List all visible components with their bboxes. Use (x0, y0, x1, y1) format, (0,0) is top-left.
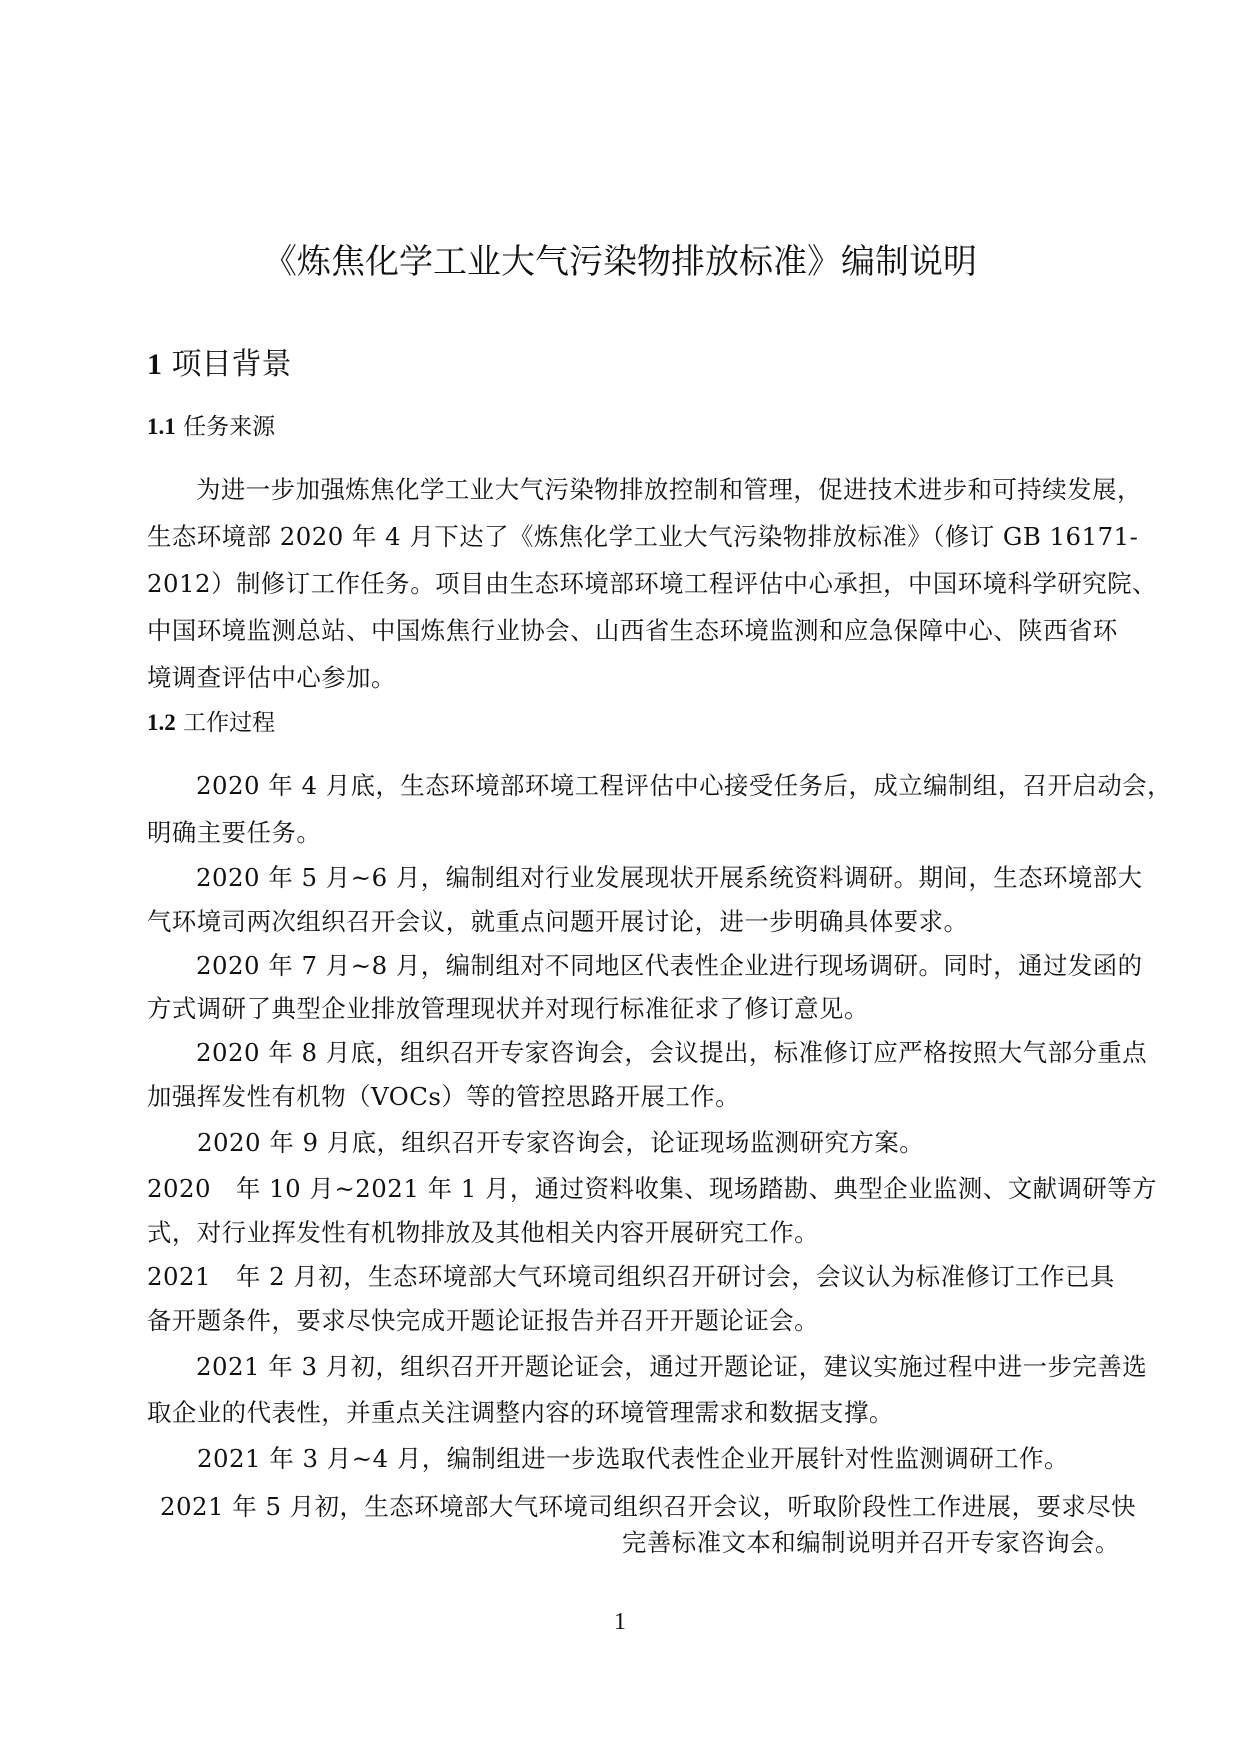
work-process-line-6: 方式调研了典型企业排放管理现状并对现行标准征求了修订意见。 (147, 994, 869, 1023)
work-process-line-8: 加强挥发性有机物（VOCs）等的管控思路开展工作。 (147, 1082, 741, 1111)
work-process-line-18: 完善标准文本和编制说明并召开专家咨询会。 (622, 1528, 1120, 1557)
page-number: 1 (614, 1609, 626, 1635)
work-process-line-14: 2021 年 3 月初，组织召开开题论证会，通过开题论证，建议实施过程中进一步完善选 (196, 1352, 1148, 1381)
work-process-line-5: 2020 年 7 月~8 月，编制组对不同地区代表性企业进行现场调研。同时，通过发函的 (196, 951, 1143, 980)
document-title: 《炼焦化学工业大气污染物排放标准》编制说明 (263, 242, 977, 282)
section-1-2-number: 1.2 (147, 710, 176, 735)
work-process-line-11: 式，对行业挥发性有机物排放及其他相关内容开展研究工作。 (147, 1218, 820, 1247)
section-1-1-number: 1.1 (147, 414, 176, 439)
work-process-line-3: 2020 年 5 月~6 月，编制组对行业发展现状开展系统资料调研。期间，生态环境部大 (196, 863, 1143, 892)
work-process-line-10: 年 10 月~2021 年 1 月，通过资料收集、现场踏勘、典型企业监测、文献调研等方 (236, 1174, 1158, 1203)
work-process-line-9: 2020 年 9 月底，组织召开专家咨询会，论证现场监测研究方案。 (197, 1128, 925, 1157)
task-source-line-2: 生态环境部 2020 年 4 月下达了《炼焦化学工业大气污染物排放标准》（修订 GB 16171- (147, 522, 1139, 551)
work-process-line-1: 2020 年 4 月底，生态环境部环境工程评估中心接受任务后，成立编制组，召开启动会， (196, 771, 1173, 800)
section-1-1-title: 任务来源 (183, 414, 276, 440)
section-1-1-heading (147, 412, 275, 442)
section-1-heading (147, 345, 292, 385)
section-1-2-heading (147, 708, 275, 738)
work-process-line-2: 明确主要任务。 (147, 818, 322, 847)
task-source-line-4: 中国环境监测总站、中国炼焦行业协会、山西省生态环境监测和应急保障中心、陕西省环 (147, 616, 1118, 645)
work-process-line-12: 年 2 月初，生态环境部大气环境司组织召开研讨会，会议认为标准修订工作已具 (236, 1262, 1115, 1291)
work-process-line-17: 2021 年 5 月初，生态环境部大气环境司组织召开会议，听取阶段性工作进展，要求尽快 (160, 1492, 1137, 1521)
work-process-year-2021: 2021 (147, 1262, 212, 1291)
work-process-line-16: 2021 年 3 月~4 月，编制组进一步选取代表性企业开展针对性监测调研工作。 (197, 1444, 1069, 1473)
section-1-title: 项目背景 (171, 347, 292, 382)
work-process-line-13: 备开题条件，要求尽快完成开题论证报告并召开开题论证会。 (147, 1306, 820, 1335)
work-process-line-15: 取企业的代表性，并重点关注调整内容的环境管理需求和数据支撑。 (147, 1398, 894, 1427)
work-process-year-2020: 2020 (147, 1174, 212, 1203)
section-1-number: 1 (147, 348, 162, 381)
work-process-line-7: 2020 年 8 月底，组织召开专家咨询会，会议提出，标准修订应严格按照大气部分重点 (196, 1038, 1148, 1067)
work-process-line-4: 气环境司两次组织召开会议，就重点问题开展讨论，进一步明确具体要求。 (147, 907, 969, 936)
section-1-2-title: 工作过程 (183, 710, 276, 736)
task-source-line-1: 为进一步加强炼焦化学工业大气污染物排放控制和管理，促进技术进步和可持续发展， (196, 475, 1142, 504)
task-source-line-5: 境调查评估中心参加。 (147, 663, 396, 692)
task-source-line-3: 2012）制修订工作任务。项目由生态环境部环境工程评估中心承担，中国环境科学研究院、 (147, 569, 1157, 598)
